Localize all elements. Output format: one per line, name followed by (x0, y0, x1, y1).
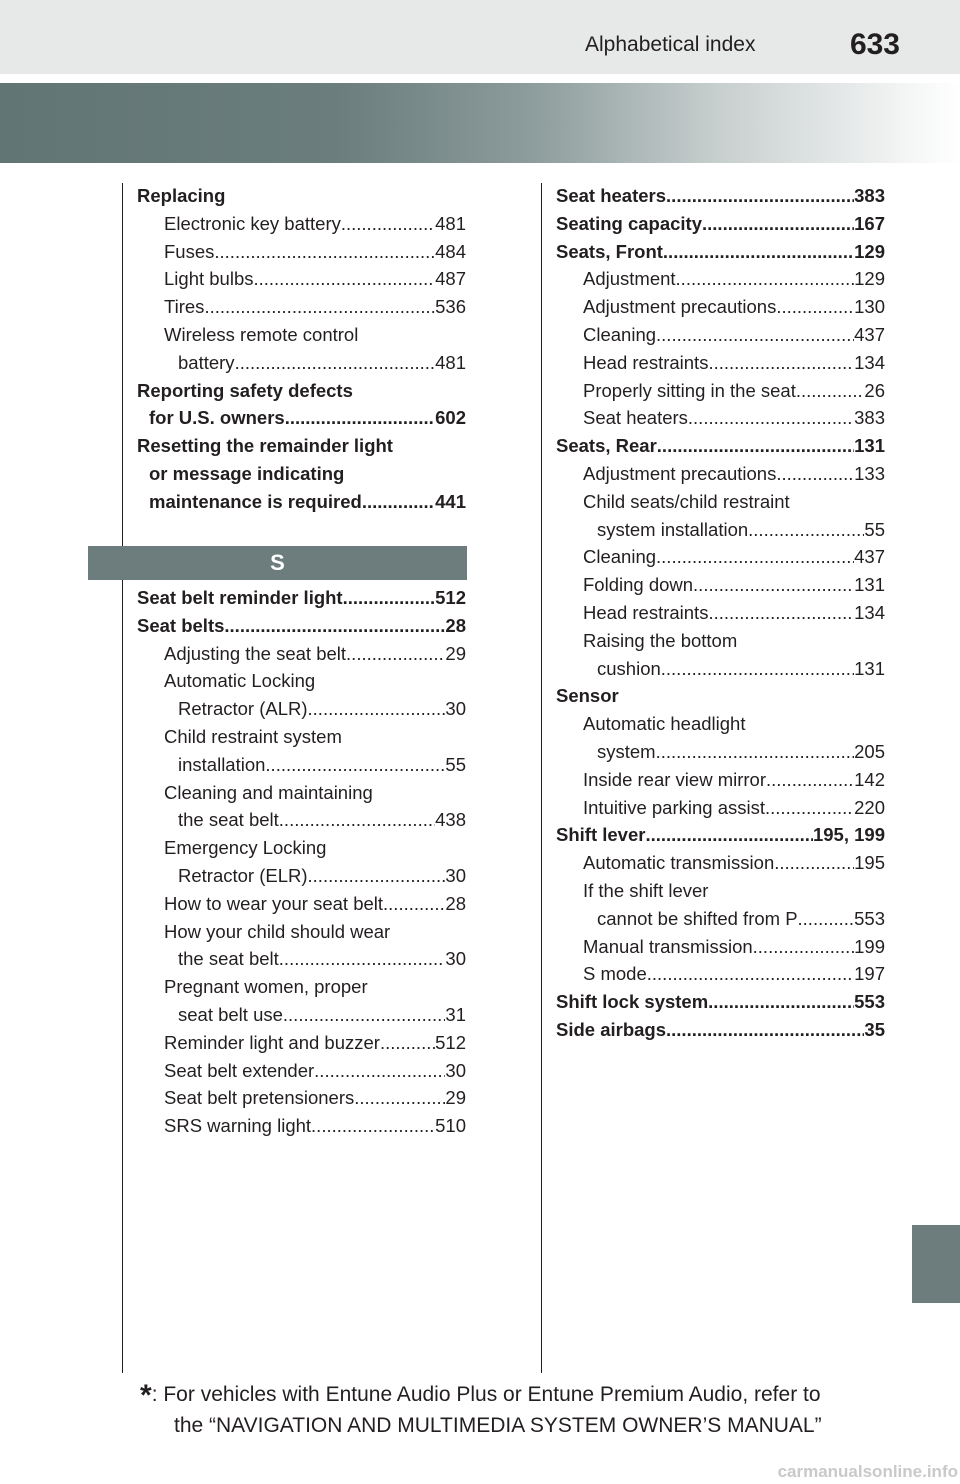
index-entry: Adjusting the seat belt ..... 29 (137, 640, 466, 668)
index-entry: S mode ..... 197 (556, 960, 885, 988)
index-entry: Seating capacity ..... 167 (556, 210, 885, 238)
header-bar (0, 0, 960, 74)
index-entry: Adjustment precautions ..... 133 (556, 460, 885, 488)
index-entry: Intuitive parking assist ..... 220 (556, 794, 885, 822)
index-entry: battery ..... 481 (137, 349, 466, 377)
index-heading: Sensor (556, 685, 619, 707)
index-entry: Fuses ..... 484 (137, 238, 466, 266)
center-column-rule (541, 183, 542, 1373)
index-entry-line1: Pregnant women, proper (164, 976, 368, 998)
footnote-line2: the “NAVIGATION AND MULTIMEDIA SYSTEM OWNER’S MANUAL” (174, 1414, 822, 1437)
index-entry-line1: If the shift lever (583, 879, 709, 901)
thumb-index-tab (912, 1225, 960, 1303)
index-entry: Adjustment ..... 129 (556, 265, 885, 293)
watermark: carmanualsonline.info (777, 1462, 958, 1481)
index-entry: Side airbags ..... 35 (556, 1016, 885, 1044)
index-entry: Seats, Front ..... 129 (556, 238, 885, 266)
index-entry: Seat heaters ..... 383 (556, 404, 885, 432)
index-right-column (556, 182, 885, 1044)
index-entry: installation ..... 55 (137, 751, 466, 779)
index-entry: Retractor (ALR) ..... 30 (137, 695, 466, 723)
index-left-column (137, 182, 466, 516)
index-entry: Seat belts ..... 28 (137, 612, 466, 640)
index-entry: Tires ..... 536 (137, 293, 466, 321)
header-decorative-band (0, 83, 960, 163)
index-entry: cannot be shifted from P ..... 553 (556, 905, 885, 933)
index-entry: Seat belt extender ..... 30 (137, 1057, 466, 1085)
index-heading: Reporting safety defects (137, 379, 353, 401)
index-entry-line1: Child restraint system (164, 725, 342, 747)
index-entry: Cleaning ..... 437 (556, 543, 885, 571)
section-letter-bar: S (88, 546, 467, 580)
index-heading: Resetting the remainder light (137, 435, 393, 457)
index-entry: seat belt use ..... 31 (137, 1001, 466, 1029)
index-entry: Properly sitting in the seat ..... 26 (556, 377, 885, 405)
index-heading: Replacing (137, 185, 226, 206)
index-entry-line1: How your child should wear (164, 920, 391, 942)
index-entry: Folding down ..... 131 (556, 571, 885, 599)
index-entry-line1: Automatic Locking (164, 670, 316, 692)
index-entry: Head restraints ..... 134 (556, 599, 885, 627)
index-entry: Seats, Rear ..... 131 (556, 432, 885, 460)
page-number: 633 (849, 28, 900, 61)
index-left-column-s (137, 584, 466, 1140)
index-entry: cushion ..... 131 (556, 655, 885, 683)
index-entry: Shift lock system ..... 553 (556, 988, 885, 1016)
index-entry: Seat belt pretensioners ..... 29 (137, 1084, 466, 1112)
index-entry-line1: Child seats/child restraint (583, 490, 790, 512)
index-entry: system ..... 205 (556, 738, 885, 766)
page-title: Alphabetical index (585, 33, 756, 56)
footnote-marker: * (140, 1379, 152, 1412)
index-entry: for U.S. owners ..... 602 (137, 404, 466, 432)
index-entry-line1: Wireless remote control (164, 323, 359, 345)
index-entry: maintenance is required ..... 441 (137, 488, 466, 516)
index-entry: Seat heaters ..... 383 (556, 182, 885, 210)
index-entry: Electronic key battery ..... 481 (137, 210, 466, 238)
index-entry: Light bulbs ..... 487 (137, 265, 466, 293)
index-entry: Retractor (ELR) ..... 30 (137, 862, 466, 890)
index-entry: SRS warning light ..... 510 (137, 1112, 466, 1140)
index-entry-line1: Raising the bottom (583, 629, 738, 651)
left-column-rule (122, 183, 123, 1373)
index-heading-line2: or message indicating (149, 462, 345, 484)
index-entry: system installation ..... 55 (556, 516, 885, 544)
index-entry-line1: Emergency Locking (164, 837, 327, 859)
index-entry-line1: Automatic headlight (583, 713, 746, 735)
index-entry: Automatic transmission ..... 195 (556, 849, 885, 877)
index-entry: Inside rear view mirror ..... 142 (556, 766, 885, 794)
footnote (140, 1380, 900, 1441)
index-entry: the seat belt ..... 438 (137, 806, 466, 834)
index-entry: Manual transmission ..... 199 (556, 933, 885, 961)
index-entry: Head restraints ..... 134 (556, 349, 885, 377)
index-entry: the seat belt ..... 30 (137, 945, 466, 973)
index-entry: Reminder light and buzzer ..... 512 (137, 1029, 466, 1057)
index-entry: Seat belt reminder light ..... 512 (137, 584, 466, 612)
index-entry: Shift lever ..... 195, 199 (556, 821, 885, 849)
index-entry: How to wear your seat belt ..... 28 (137, 890, 466, 918)
index-entry: Adjustment precautions ..... 130 (556, 293, 885, 321)
footnote-text-1: : For vehicles with Entune Audio Plus or Entune Premium Audio, refer to (151, 1383, 821, 1406)
index-entry-line1: Cleaning and maintaining (164, 781, 373, 803)
index-entry: Cleaning ..... 437 (556, 321, 885, 349)
footnote-line1 (140, 1380, 900, 1411)
